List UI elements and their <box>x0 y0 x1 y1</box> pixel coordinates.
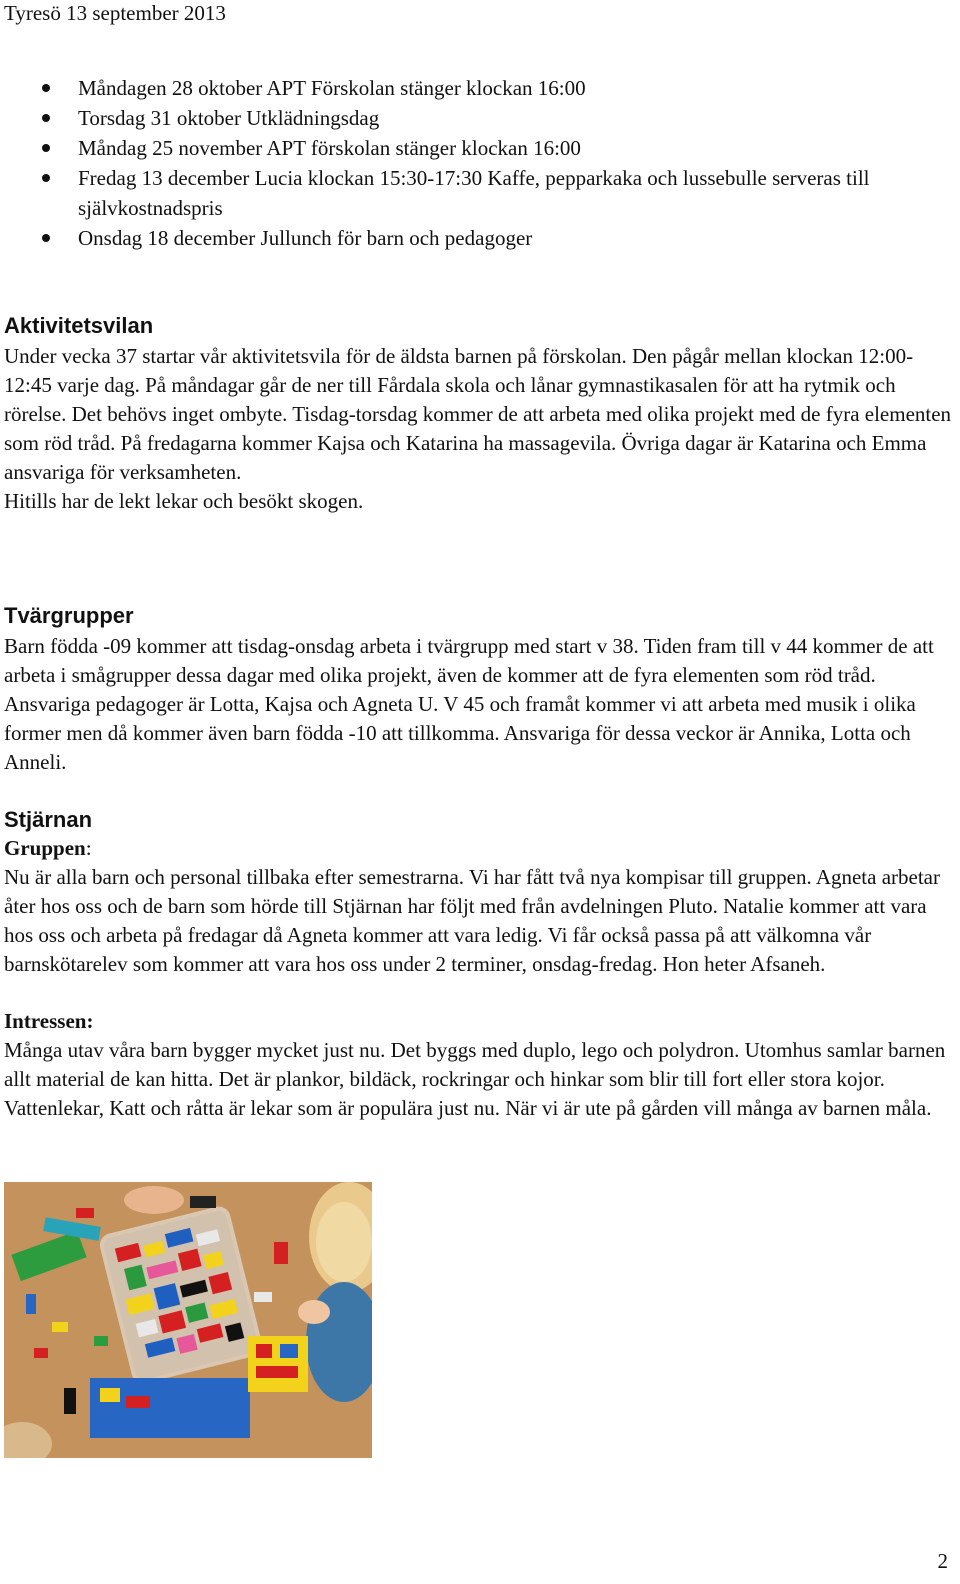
bullet-icon <box>42 234 50 242</box>
event-text: Fredag 13 december Lucia klockan 15:30-17:30 Kaffe, pepparkaka och lussebulle serveras till självkostnadspris <box>78 166 870 220</box>
event-item <box>30 163 930 223</box>
bullet-icon <box>42 174 50 182</box>
section-paragraph: Under vecka 37 startar vår aktivitetsvila för de äldsta barnen på förskolan. Den pågår mellan klockan 12:00-12:45 varje dag. På måndagar går de ner till Fårdala skola och lånar gymnastikasalen för att ha rytmik och rörelse. Det behövs inget ombyte. Tisdag-torsdag kommer de att arbeta med olika projekt med de fyra elementen som röd tråd. På fredagarna kommer Kajsa och Katarina ha massagevila. Övriga dagar är Katarina och Emma ansvariga för verksamheten. <box>4 344 952 484</box>
header-date: Tyresö 13 september 2013 <box>4 1 226 25</box>
event-item <box>30 133 930 163</box>
section-stjarnan <box>4 806 952 1123</box>
section-tvargrupper <box>4 602 952 777</box>
bullet-icon <box>42 84 50 92</box>
event-text: Måndagen 28 oktober APT Förskolan stänger klockan 16:00 <box>78 76 586 100</box>
event-item <box>30 73 930 103</box>
bullet-icon <box>42 114 50 122</box>
gruppen-colon: : <box>85 836 92 860</box>
event-text: Onsdag 18 december Jullunch för barn och pedagoger <box>78 226 533 250</box>
event-item <box>30 223 930 253</box>
section-paragraph: Hitills har de lekt lekar och besökt skogen. <box>4 489 364 513</box>
subsection-title-intressen: Intressen: <box>4 1009 94 1033</box>
section-paragraph: Barn födda -09 kommer att tisdag-onsdag arbeta i tvärgrupp med start v 38. Tiden fram till v 44 kommer de att arbeta i smågrupper dessa dagar med olika projekt, även de kommer att de fyra elementen som röd tråd. Ansvariga pedagoger är Lotta, Kajsa och Agneta U. V 45 och framåt kommer vi att arbeta med musik i olika former men då kommer även barn födda -10 att tillkomma. Ansvariga för dessa veckor är Annika, Lotta och Anneli. <box>4 634 934 774</box>
event-item <box>30 103 930 133</box>
bullet-icon <box>42 144 50 152</box>
gruppen-label: Gruppen <box>4 836 86 860</box>
lego-photo-illustration <box>4 1182 372 1458</box>
page-number: 2 <box>937 1549 948 1573</box>
events-list <box>30 73 930 253</box>
event-text: Torsdag 31 oktober Utklädningsdag <box>78 106 380 130</box>
subsection-title-gruppen <box>4 834 952 863</box>
section-paragraph: Nu är alla barn och personal tillbaka efter semestrarna. Vi har fått två nya kompisar till gruppen. Agneta arbetar åter hos oss och de barn som hörde till Stjärnan har följt med från avdelningen Pluto. Natalie kommer att vara hos oss och arbeta på fredagar då Agneta kommer att vara ledig. Vi får också passa på att välkomna vår barnskötarelev som kommer att vara hos oss under 2 terminer, onsdag-fredag. Hon heter Afsaneh. <box>4 865 940 976</box>
section-title: Aktivitetsvilan <box>4 313 154 338</box>
event-text: Måndag 25 november APT förskolan stänger klockan 16:00 <box>78 136 581 160</box>
lego-photo <box>4 1182 372 1458</box>
section-title: Stjärnan <box>4 807 93 832</box>
section-paragraph: Många utav våra barn bygger mycket just nu. Det byggs med duplo, lego och polydron. Utomhus samlar barnen allt material de kan hitta. Det är plankor, bildäck, rockringar och hinkar som blir till fort eller stora kojor. Vattenlekar, Katt och råtta är lekar som är populära just nu. När vi är ute på gården vill många av barnen måla. <box>4 1038 946 1120</box>
section-aktivitetsvilan <box>4 312 952 516</box>
section-title: Tvärgrupper <box>4 603 134 628</box>
